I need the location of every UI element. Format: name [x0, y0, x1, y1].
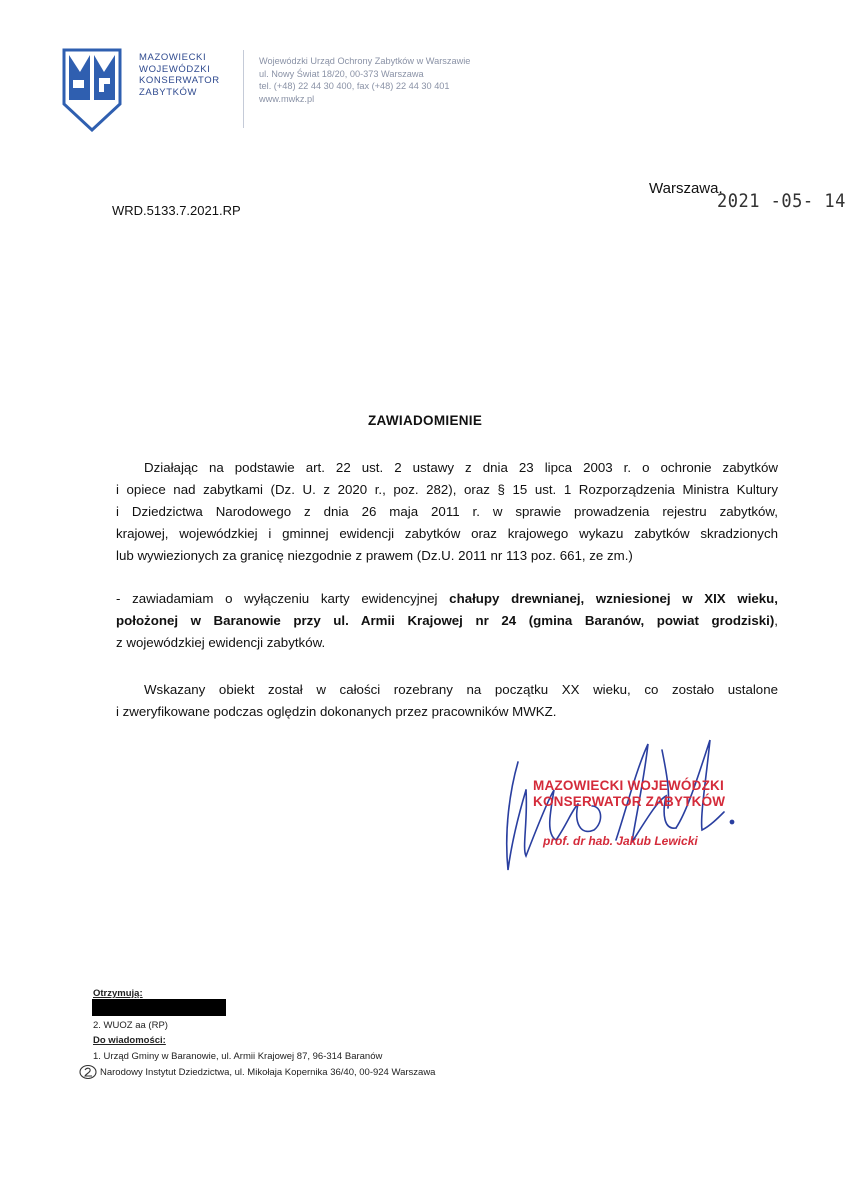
organization-name — [139, 52, 220, 98]
text-line: krajowej, wojewódzkiej i gminnej ewidencji zabytków oraz krajowego wykazu zabytków skradzionych — [116, 526, 778, 541]
text-line: Wskazany obiekt został w całości rozebrany na początku XX wieku, co zostało ustalone — [144, 682, 778, 697]
cc-item: Narodowy Instytut Dziedzictwa, ul. Mikołaja Kopernika 36/40, 00-924 Warszawa — [100, 1067, 436, 1078]
redaction-bar — [92, 999, 226, 1016]
header-divider — [243, 50, 244, 128]
office-address — [259, 55, 470, 105]
text-line: i Dziedzictwa Narodowego z dnia 26 maja 2011 r. w sprawie prowadzenia rejestru zabytków, — [116, 504, 778, 519]
text-bold: położonej w Baranowie przy ul. Armii Krajowej nr 24 (gmina Baranów, powiat grodziski) — [116, 613, 775, 628]
org-name-line: ZABYTKÓW — [139, 86, 198, 98]
signatory-name: prof. dr hab. Jakub Lewicki — [543, 834, 698, 848]
org-name-line: MAZOWIECKI — [139, 52, 207, 63]
official-stamp — [533, 778, 725, 810]
text-line — [116, 588, 778, 610]
reference-number: WRD.5133.7.2021.RP — [112, 203, 241, 218]
handwritten-number-mark — [79, 1064, 99, 1080]
stamp-line: KONSERWATOR ZABYTKÓW — [533, 794, 726, 809]
office-phone: tel. (+48) 22 44 30 400, fax (+48) 22 44 30 401 — [259, 81, 450, 92]
date-stamp: 2021 -05- 14 — [717, 190, 846, 213]
org-name-line: WOJEWÓDZKI — [139, 63, 211, 75]
paragraph-notification — [116, 588, 778, 654]
text-line: lub wywiezionych za granicę niezgodnie z prawem (Dz.U. 2011 nr 113 poz. 661, ze zm.) — [116, 548, 633, 563]
text-line — [116, 610, 778, 632]
text-line: i zweryfikowane podczas oględzin dokonanych przez pracowników MWKZ. — [116, 704, 557, 719]
text-plain: - zawiadamiam o wyłączeniu karty ewidencyjnej — [116, 591, 450, 606]
recipient-item: 2. WUOZ aa (RP) — [93, 1020, 168, 1031]
stamp-line: MAZOWIECKI WOJEWÓDZKI — [533, 778, 724, 793]
office-name: Wojewódzki Urząd Ochrony Zabytków w Warszawie — [259, 56, 471, 66]
document-title: ZAWIADOMIENIE — [368, 413, 483, 428]
org-name-line: KONSERWATOR — [139, 75, 220, 86]
paragraph-justification — [116, 679, 778, 723]
place: Warszawa, — [649, 180, 723, 197]
office-website: www.mwkz.pl — [259, 93, 315, 104]
text-line: i opiece nad zabytkami (Dz. U. z 2020 r., poz. 282), oraz § 15 ust. 1 Rozporządzenia Ministra Kultury — [116, 482, 778, 497]
cc-item: 1. Urząd Gminy w Baranowie, ul. Armii Krajowej 87, 96-314 Baranów — [93, 1051, 383, 1062]
office-street: ul. Nowy Świat 18/20, 00-373 Warszawa — [259, 68, 424, 79]
cc-heading: Do wiadomości: — [93, 1035, 166, 1046]
text-plain: , — [774, 613, 778, 628]
recipients-heading: Otrzymują: — [93, 988, 143, 999]
text-bold: chałupy drewnianej, wzniesionej w XIX wieku, — [449, 591, 779, 606]
text-line: z wojewódzkiej ewidencji zabytków. — [116, 635, 326, 650]
text-line: Działając na podstawie art. 22 ust. 2 ustawy z dnia 23 lipca 2003 r. o ochronie zabytków — [144, 460, 778, 475]
paragraph-legal-basis — [116, 457, 778, 567]
mwkz-logo — [62, 48, 122, 132]
